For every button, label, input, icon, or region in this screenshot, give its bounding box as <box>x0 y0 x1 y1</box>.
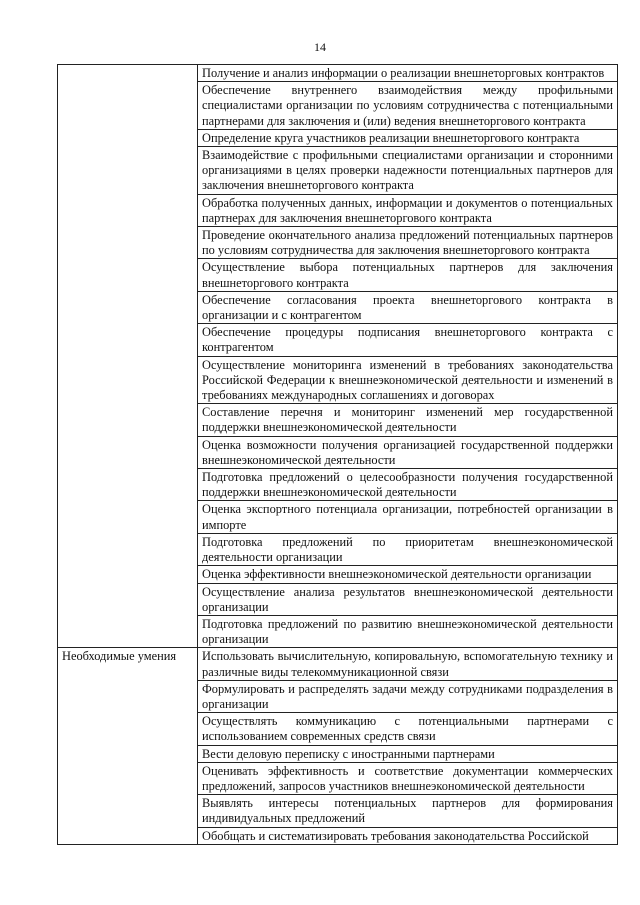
table-cell-text: Осуществление анализа результатов внешнеэкономической деятельности организации <box>198 583 618 615</box>
table-row <box>58 65 618 82</box>
table-cell-text: Подготовка предложений по развитию внешнеэкономической деятельности организации <box>198 615 618 647</box>
table-cell-text: Оценивать эффективность и соответствие документации коммерческих предложений, запросов участников внешнеэкономической деятельности <box>198 762 618 794</box>
section-label <box>58 65 198 648</box>
table-cell-text: Формулировать и распределять задачи между сотрудниками подразделения в организации <box>198 680 618 712</box>
table-cell-text: Обобщать и систематизировать требования законодательства Российской <box>198 827 618 844</box>
table-cell-text: Обеспечение внутреннего взаимодействия между профильными специалистами организации по условиям сотрудничества с потенциальными партнерами для заключения и (или) ведения внешнеторгового контракта <box>198 82 618 130</box>
table-cell-text: Взаимодействие с профильными специалистами организации и сторонними организациями в целях проверки надежности потенциальных партнеров для заключения внешнеторгового контракта <box>198 147 618 195</box>
table-cell-text: Подготовка предложений о целесообразности получения государственной поддержки внешнеэкономической деятельности <box>198 469 618 501</box>
table-cell-text: Определение круга участников реализации внешнеторгового контракта <box>198 129 618 146</box>
table-cell-text: Обеспечение процедуры подписания внешнеторгового контракта с контрагентом <box>198 324 618 356</box>
table-cell-text: Проведение окончательного анализа предложений потенциальных партнеров по условиям сотрудничества для заключения внешнеторгового контракта <box>198 227 618 259</box>
table-cell-text: Оценка эффективности внешнеэкономической деятельности организации <box>198 566 618 583</box>
table-cell-text: Подготовка предложений по приоритетам внешнеэкономической деятельности организации <box>198 533 618 565</box>
requirements-table <box>57 64 618 845</box>
table-cell-text: Оценка возможности получения организацией государственной поддержки внешнеэкономической деятельности <box>198 436 618 468</box>
table-cell-text: Осуществление выбора потенциальных партнеров для заключения внешнеторгового контракта <box>198 259 618 291</box>
table-cell-text: Получение и анализ информации о реализации внешнеторговых контрактов <box>198 65 618 82</box>
table-cell-text: Составление перечня и мониторинг изменений мер государственной поддержки внешнеэкономической деятельности <box>198 404 618 436</box>
table-cell-text: Оценка экспортного потенциала организации, потребностей организации в импорте <box>198 501 618 533</box>
section-label: Необходимые умения <box>58 648 198 844</box>
page-number: 14 <box>314 40 326 54</box>
table-cell-text: Обработка полученных данных, информации и документов о потенциальных партнерах для заключения внешнеторгового контракта <box>198 194 618 226</box>
table-row <box>58 648 618 680</box>
table-cell-text: Выявлять интересы потенциальных партнеров для формирования индивидуальных предложений <box>198 795 618 827</box>
table-cell-text: Осуществление мониторинга изменений в требованиях законодательства Российской Федерации к внешнеэкономической деятельности и изменений в требованиях международных соглашениях и договорах <box>198 356 618 404</box>
table-cell-text: Обеспечение согласования проекта внешнеторгового контракта в организации и с контрагентом <box>198 291 618 323</box>
table-cell-text: Использовать вычислительную, копировальную, вспомогательную технику и различные виды телекоммуникационной связи <box>198 648 618 680</box>
table-cell-text: Вести деловую переписку с иностранными партнерами <box>198 745 618 762</box>
table-cell-text: Осуществлять коммуникацию с потенциальными партнерами с использованием современных средств связи <box>198 713 618 745</box>
